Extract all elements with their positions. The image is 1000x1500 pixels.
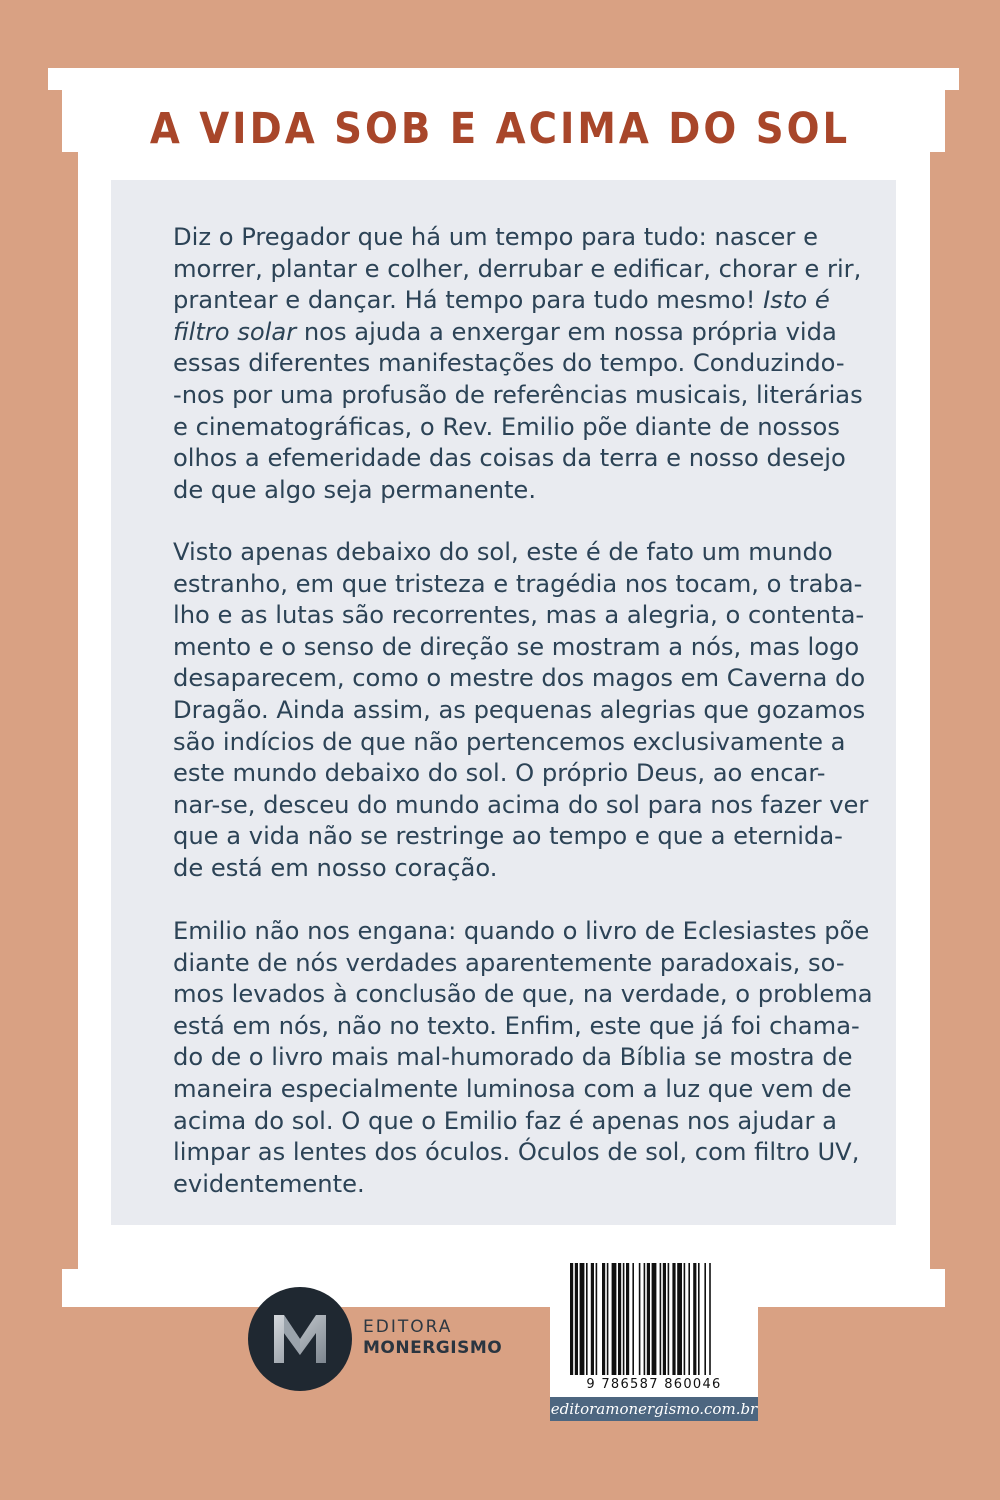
text-line: são indícios de que não pertencemos exclusivamente a	[173, 727, 846, 756]
text-line: este mundo debaixo do sol. O próprio Deus, ao encar-	[173, 759, 826, 788]
text-line: evidentemente.	[173, 1169, 365, 1198]
text-line: que a vida não se restringe ao tempo e que a eternida-	[173, 822, 843, 851]
text-line: e cinematográficas, o Rev. Emilio põe diante de nossos	[173, 412, 840, 441]
barcode-bar	[623, 1263, 625, 1375]
barcode-bar	[612, 1263, 617, 1375]
barcode-bar	[575, 1263, 578, 1375]
barcode-bar	[570, 1263, 573, 1375]
text-line: Dragão. Ainda assim, as pequenas alegrias que gozamos	[173, 695, 866, 724]
text-line: maneira especialmente luminosa com a luz que vem de	[173, 1074, 852, 1103]
isbn-digits: 9 786587 860046	[586, 1377, 722, 1392]
frame-top-cap	[48, 68, 959, 90]
publisher-name	[363, 1317, 502, 1359]
text-line: essas diferentes manifestações do tempo. Conduzindo-	[173, 349, 845, 378]
publisher-logo	[248, 1287, 352, 1391]
text-line: mento e o senso de direção se mostram a nós, mas logo	[173, 632, 860, 661]
barcode-bar	[644, 1263, 646, 1375]
barcode-bar	[668, 1263, 670, 1375]
text-line: lho e as lutas são recorrentes, mas a alegria, o contenta-	[173, 601, 865, 630]
barcode-bar	[618, 1263, 621, 1375]
text-line: nar-se, desceu do mundo acima do sol para nos fazer ver	[173, 790, 869, 819]
barcode-bar	[580, 1263, 585, 1375]
barcode-bar	[596, 1263, 598, 1375]
barcode-bar	[652, 1263, 657, 1375]
synopsis-panel	[111, 180, 896, 1225]
text-line: olhos a efemeridade das coisas da terra e nosso desejo	[173, 444, 846, 473]
text-line: Visto apenas debaixo do sol, este é de fato um mundo	[173, 538, 833, 566]
text-line: mos levados à conclusão de que, na verdade, o problema	[173, 980, 873, 1009]
barcode-bar	[693, 1263, 696, 1375]
text-run: prantear e dançar. Há tempo para tudo mesmo!	[173, 286, 764, 315]
barcode-bar	[632, 1263, 634, 1375]
cover-title: A VIDA SOB E ACIMA DO SOL	[149, 104, 851, 154]
barcode-bar	[607, 1263, 609, 1375]
barcode-bar	[586, 1263, 588, 1375]
barcode-bar	[688, 1263, 690, 1375]
text-line: desaparecem, como o mestre dos magos em Caverna do	[173, 664, 866, 693]
text-line: Emilio não nos engana: quando o livro de Eclesiastes põe	[173, 917, 870, 945]
text-line: -nos por uma profusão de referências musicais, literárias	[173, 380, 863, 409]
publisher-url: editoramonergismo.com.br	[550, 1397, 758, 1421]
publisher-name-line1: EDITORA	[363, 1317, 453, 1337]
barcode-bar	[602, 1263, 605, 1375]
text-line: acima do sol. O que o Emilio faz é apenas nos ajudar a	[173, 1106, 837, 1135]
synopsis-paragraph-1	[173, 222, 863, 506]
barcode-bar	[709, 1263, 711, 1375]
synopsis-paragraph-2	[173, 537, 869, 885]
book-title-italic: filtro solar	[173, 317, 297, 346]
text-line: estranho, em que tristeza e tragédia nos tocam, o traba-	[173, 569, 863, 598]
text-line: morrer, plantar e colher, derrubar e edificar, chorar e rir,	[173, 254, 862, 283]
barcode-bar	[698, 1263, 700, 1375]
text-line: do de o livro mais mal-humorado da Bíblia se mostra de	[173, 1043, 853, 1072]
text-line: de está em nosso coração.	[173, 853, 498, 882]
barcode-icon	[550, 1253, 758, 1377]
barcode-bar	[663, 1263, 666, 1375]
text-line: Diz o Pregador que há um tempo para tudo: nascer e	[173, 223, 818, 251]
text-line: de que algo seja permanente.	[173, 475, 537, 504]
isbn-barcode	[550, 1253, 758, 1421]
barcode-bar	[591, 1263, 594, 1375]
monogram-m-icon	[248, 1287, 352, 1391]
barcode-bar	[704, 1263, 706, 1375]
barcode-bar	[684, 1263, 686, 1375]
synopsis-paragraph-3	[173, 916, 873, 1200]
barcode-bar	[626, 1263, 629, 1375]
text-line	[173, 317, 853, 349]
text-line: está em nós, não no texto. Enfim, este que já foi chama-	[173, 1011, 860, 1040]
barcode-bar	[647, 1263, 650, 1375]
text-line	[173, 285, 853, 317]
book-title-italic: Isto é	[763, 286, 830, 315]
barcode-bar	[639, 1263, 641, 1375]
text-run: nos ajuda a enxergar em nossa própria vida	[296, 317, 837, 346]
barcode-bar	[677, 1263, 682, 1375]
publisher-name-line2: MONERGISMO	[363, 1338, 503, 1358]
barcode-bar	[672, 1263, 675, 1375]
text-line: diante de nós verdades aparentemente paradoxais, so-	[173, 948, 845, 977]
frame-bottom-base	[62, 1269, 945, 1307]
text-line: limpar as lentes dos óculos. Óculos de sol, com filtro UV,	[173, 1138, 860, 1167]
barcode-bar	[660, 1263, 662, 1375]
